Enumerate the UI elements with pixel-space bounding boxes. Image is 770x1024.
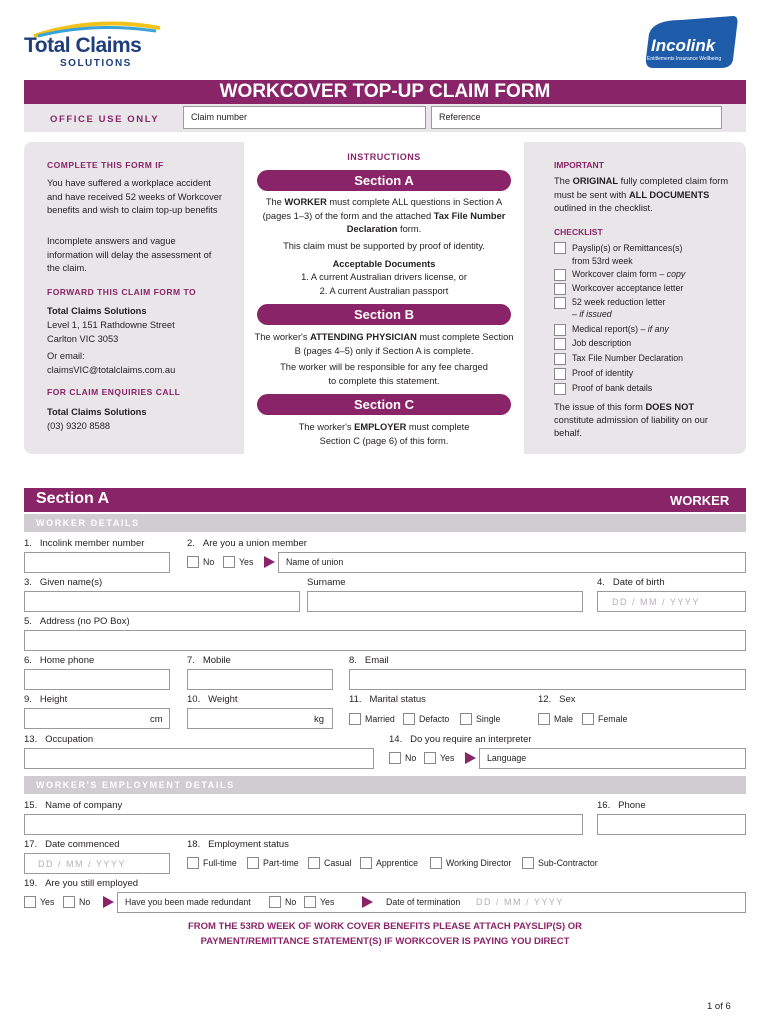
parttime-checkbox[interactable] (247, 857, 259, 869)
q18-label (187, 839, 289, 850)
section-c-text (289, 421, 479, 448)
q13-label (24, 734, 93, 745)
checklist-item-payslip: Payslip(s) or Remittances(s) from 53rd week (572, 243, 683, 266)
medical-text: Medical report(s) – (572, 324, 648, 334)
checklist-checkbox-acceptance[interactable] (554, 283, 566, 295)
logo-subtitle: SOLUTIONS (60, 58, 132, 69)
interpreter-yes-label: Yes (440, 753, 455, 763)
dob-placeholder: DD / MM / YYYY (612, 597, 700, 607)
q5-label (24, 616, 130, 627)
subcontractor-checkbox[interactable] (522, 857, 534, 869)
redundant-no-label: No (285, 897, 297, 907)
checklist-checkbox-identity[interactable] (554, 368, 566, 380)
q7-text: Mobile (202, 655, 231, 666)
important-post: outlined in the checklist. (554, 203, 653, 213)
weight-field[interactable] (187, 708, 333, 729)
document-1: 1. A current Australian drivers license, or (301, 272, 467, 282)
note-post: constitute admission of liability on our behalf. (554, 415, 708, 438)
enquiries-heading: FOR CLAIM ENQUIRIES CALL (47, 387, 181, 397)
worker-details-bar: WORKER DETAILS (24, 514, 746, 532)
q9-label (24, 694, 67, 705)
date-commenced-placeholder: DD / MM / YYYY (38, 859, 126, 869)
enquiries-phone: (03) 9320 8588 (47, 421, 111, 431)
b-text-post: must complete Section B (pages 4–5) only if Section A is complete. (294, 332, 514, 356)
q14-label (389, 734, 532, 745)
q11-num: 11. (349, 694, 362, 705)
section-c-pill: Section C (257, 394, 511, 415)
c-text-employer: EMPLOYER (354, 422, 407, 432)
subcontractor-label: Sub-Contractor (538, 858, 598, 868)
attach-payslip-note-2: PAYMENT/REMITTANCE STATEMENT(S) IF WORKCOVER IS PAYING YOU DIRECT (200, 936, 570, 947)
important-all-docs: ALL DOCUMENTS (628, 189, 710, 200)
incolink-member-number-field[interactable] (24, 552, 170, 573)
incolink-tagline: Entitlements Insurance Wellbeing (647, 56, 722, 62)
checklist-heading: CHECKLIST (554, 227, 603, 237)
page-number: 1 of 6 (707, 1001, 731, 1012)
single-label: Single (476, 714, 501, 724)
married-checkbox[interactable] (349, 713, 361, 725)
q10-label (187, 694, 238, 705)
female-checkbox[interactable] (582, 713, 594, 725)
instructions-heading: INSTRUCTIONS (347, 152, 421, 162)
q15-text: Name of company (45, 800, 123, 811)
document-2: 2. A current Australian passport (319, 286, 449, 296)
q18-num: 18. (187, 839, 201, 850)
checklist-checkbox-tfn[interactable] (554, 353, 566, 365)
redundant-yes-label: Yes (320, 897, 335, 907)
q19-num: 19. (24, 878, 38, 889)
employed-yes-checkbox[interactable] (24, 896, 36, 908)
address-field[interactable] (24, 630, 746, 651)
forward-heading: FORWARD THIS CLAIM FORM TO (47, 287, 197, 297)
checklist-item-medical (572, 324, 669, 334)
important-text (554, 175, 736, 216)
checklist-item-bank: Proof of bank details (572, 383, 653, 393)
q14-num: 14. (389, 734, 403, 745)
section-b-text (254, 331, 514, 358)
q11-label (349, 694, 426, 705)
email-field[interactable] (349, 669, 746, 690)
redundant-label: Have you been made redundant (125, 897, 251, 907)
female-label: Female (598, 714, 628, 724)
checklist-item-acceptance: Workcover acceptance letter (572, 283, 684, 293)
claim-number-label: Claim number (191, 112, 248, 122)
redundant-no-checkbox[interactable] (269, 896, 281, 908)
total-claims-logo (24, 20, 164, 72)
b-text-pre: The worker's (254, 332, 311, 342)
interpreter-no-label: No (405, 753, 417, 763)
q1-label (24, 538, 144, 549)
a-text-mid: must complete ALL questions in Section A (pages 1–3) of the form and the attached (262, 197, 503, 221)
union-name-label: Name of union (286, 557, 344, 567)
q5-num: 5. (24, 616, 32, 627)
checklist-checkbox-payslip[interactable] (554, 242, 566, 254)
male-label: Male (554, 714, 574, 724)
q12-label (538, 694, 576, 705)
section-b-fee-text: The worker will be responsible for any fee charged to complete this statement. (280, 362, 488, 386)
q4-label (597, 577, 665, 588)
q13-text: Occupation (45, 734, 94, 745)
important-mid: fully completed claim form must be sent with (554, 176, 729, 200)
claim-form-italic: copy (666, 269, 686, 279)
termination-label: Date of termination (386, 897, 461, 907)
single-checkbox[interactable] (460, 713, 472, 725)
q13-num: 13. (24, 734, 38, 745)
q19-label (24, 878, 138, 889)
page-title: WORKCOVER TOP-UP CLAIM FORM (219, 81, 551, 102)
q19-text: Are you still employed (45, 878, 139, 889)
employment-details-bar: WORKER'S EMPLOYMENT DETAILS (24, 776, 746, 794)
checklist-checkbox-medical[interactable] (554, 324, 566, 336)
q15-label (24, 800, 122, 811)
forward-or: Or email: (47, 351, 85, 361)
checklist-item-tfn: Tax File Number Declaration (572, 353, 683, 363)
logo-title: Total Claims (24, 34, 142, 57)
redundant-yes-checkbox[interactable] (304, 896, 316, 908)
reference-label: Reference (439, 112, 481, 122)
section-b-pill: Section B (257, 304, 511, 325)
union-name-field[interactable] (278, 552, 746, 573)
checklist-checkbox-job[interactable] (554, 338, 566, 350)
q15-num: 15. (24, 800, 38, 811)
company-phone-field[interactable] (597, 814, 746, 835)
attach-payslip-note-1: FROM THE 53RD WEEK OF WORK COVER BENEFITS PLEASE ATTACH PAYSLIP(S) OR (187, 921, 583, 932)
q16-label (597, 800, 646, 811)
checklist-item-identity: Proof of identity (572, 368, 634, 378)
union-arrow-icon (264, 556, 275, 568)
note-pre: The issue of this form (554, 402, 646, 412)
company-name-field[interactable] (24, 814, 583, 835)
important-heading: IMPORTANT (554, 160, 604, 170)
checklist-item-reduction: 52 week reduction letter (572, 297, 666, 307)
q8-label (349, 655, 389, 666)
q6-num: 6. (24, 655, 32, 666)
q3-num: 3. (24, 577, 32, 588)
q1-text: Incolink member number (39, 538, 145, 549)
q8-num: 8. (349, 655, 357, 666)
section-a-title: Section A (36, 490, 110, 507)
q9-text: Height (39, 694, 68, 705)
q17-text: Date commenced (45, 839, 120, 850)
left-info-column (24, 142, 229, 454)
a-text-tfn: Tax File Number Declaration (346, 210, 506, 234)
checklist-checkbox-bank[interactable] (554, 383, 566, 395)
q3-text: Given name(s) (39, 577, 103, 588)
q2-text: Are you a union member (202, 538, 307, 549)
q1-num: 1. (24, 538, 32, 549)
union-no-label: No (203, 557, 215, 567)
note-bold: DOES NOT (645, 402, 695, 412)
claim-form-text: Workcover claim form – (572, 269, 667, 279)
height-field[interactable] (24, 708, 170, 729)
a-text-worker: WORKER (284, 197, 327, 207)
c-text-pre: The worker's (298, 422, 355, 432)
casual-label: Casual (324, 858, 352, 868)
weight-unit: kg (314, 714, 325, 725)
union-yes-label: Yes (239, 557, 254, 567)
apprentice-label: Apprentice (376, 858, 419, 868)
instructions-panel (244, 142, 524, 454)
given-names-field[interactable] (24, 591, 300, 612)
parttime-label: Part-time (263, 858, 299, 868)
liability-note (554, 401, 724, 440)
interpreter-yes-checkbox[interactable] (424, 752, 436, 764)
mobile-field[interactable] (187, 669, 333, 690)
complete-heading: COMPLETE THIS FORM IF (47, 160, 164, 170)
important-pre: The (554, 176, 573, 186)
interpreter-arrow-icon (465, 752, 476, 764)
b-text-physician: ATTENDING PHYSICIAN (310, 332, 417, 342)
language-label: Language (487, 753, 527, 763)
important-original: ORIGINAL (572, 176, 619, 186)
checklist-item-job: Job description (572, 338, 632, 348)
a-text-pre: The (265, 197, 285, 207)
office-use-label: OFFICE USE ONLY (50, 114, 160, 125)
q9-num: 9. (24, 694, 32, 705)
q11-text: Marital status (369, 694, 426, 705)
employed-no-checkbox[interactable] (63, 896, 75, 908)
q7-num: 7. (187, 655, 195, 666)
checklist-checkbox-reduction[interactable] (554, 297, 566, 309)
q17-label (24, 839, 120, 850)
q4-text: Date of birth (612, 577, 665, 588)
union-yes-checkbox[interactable] (223, 556, 235, 568)
section-a-pill: Section A (257, 170, 511, 191)
apprentice-checkbox[interactable] (360, 857, 372, 869)
union-no-checkbox[interactable] (187, 556, 199, 568)
checklist-item-claim-form (572, 269, 685, 279)
q10-num: 10. (187, 694, 201, 705)
q4-num: 4. (597, 577, 605, 588)
q6-text: Home phone (39, 655, 95, 666)
c-text-post: must complete Section C (page 6) of this form. (319, 422, 470, 446)
q12-text: Sex (559, 694, 576, 705)
defacto-label: Defacto (419, 714, 450, 724)
q14-text: Do you require an interpreter (410, 734, 532, 745)
q7-label (187, 655, 231, 666)
acceptable-documents-heading: Acceptable Documents (332, 259, 436, 269)
q17-num: 17. (24, 839, 38, 850)
section-a-header (24, 488, 746, 512)
section-a-text (254, 196, 514, 237)
forward-email[interactable]: claimsVIC@totalclaims.com.au (47, 365, 176, 375)
surname-field[interactable] (307, 591, 583, 612)
married-label: Married (365, 714, 395, 724)
incomplete-text: Incomplete answers and vague information will delay the assessment of the claim. (47, 236, 212, 273)
q16-text: Phone (618, 800, 646, 811)
q6-label (24, 655, 94, 666)
a-text-post: form. (397, 224, 422, 234)
termination-date-placeholder[interactable]: DD / MM / YYYY (476, 897, 564, 907)
incolink-logo (641, 14, 741, 72)
q5-text: Address (no PO Box) (39, 616, 130, 627)
checklist-item-reduction-note: – if issued (572, 309, 612, 319)
q12-num: 12. (538, 694, 552, 705)
forward-address-2: Carlton VIC 3053 (47, 334, 119, 344)
interpreter-no-checkbox[interactable] (389, 752, 401, 764)
defacto-checkbox[interactable] (403, 713, 415, 725)
q18-text: Employment status (208, 839, 289, 850)
employed-no-label: No (79, 897, 91, 907)
q10-text: Weight (208, 694, 238, 705)
surname-label: Surname (307, 577, 346, 588)
complete-text: You have suffered a workplace accident and have received 52 weeks of Workcover benefits and wish to claim top-up benefits (47, 178, 223, 215)
q3-label (24, 577, 102, 588)
proof-text: This claim must be supported by proof of identity. (283, 241, 485, 251)
medical-italic: if any (647, 324, 669, 334)
termination-arrow-icon (362, 896, 373, 908)
forward-org: Total Claims Solutions (47, 306, 147, 316)
home-phone-field[interactable] (24, 669, 170, 690)
working-director-label: Working Director (446, 858, 512, 868)
casual-checkbox[interactable] (308, 857, 320, 869)
q16-num: 16. (597, 800, 611, 811)
employed-yes-label: Yes (40, 897, 55, 907)
q8-text: Email (364, 655, 389, 666)
forward-address-1: Level 1, 151 Rathdowne Street (47, 320, 175, 330)
q2-label (187, 538, 307, 549)
section-a-tag: WORKER (670, 493, 730, 508)
occupation-field[interactable] (24, 748, 374, 769)
incolink-name: Incolink (651, 36, 716, 55)
redundant-arrow-icon (103, 896, 114, 908)
fulltime-checkbox[interactable] (187, 857, 199, 869)
male-checkbox[interactable] (538, 713, 550, 725)
q2-num: 2. (187, 538, 195, 549)
working-director-checkbox[interactable] (430, 857, 442, 869)
right-info-column (540, 142, 746, 454)
enquiries-org: Total Claims Solutions (47, 407, 147, 417)
fulltime-label: Full-time (203, 858, 237, 868)
height-unit: cm (150, 714, 163, 725)
checklist-checkbox-claim-form[interactable] (554, 269, 566, 281)
